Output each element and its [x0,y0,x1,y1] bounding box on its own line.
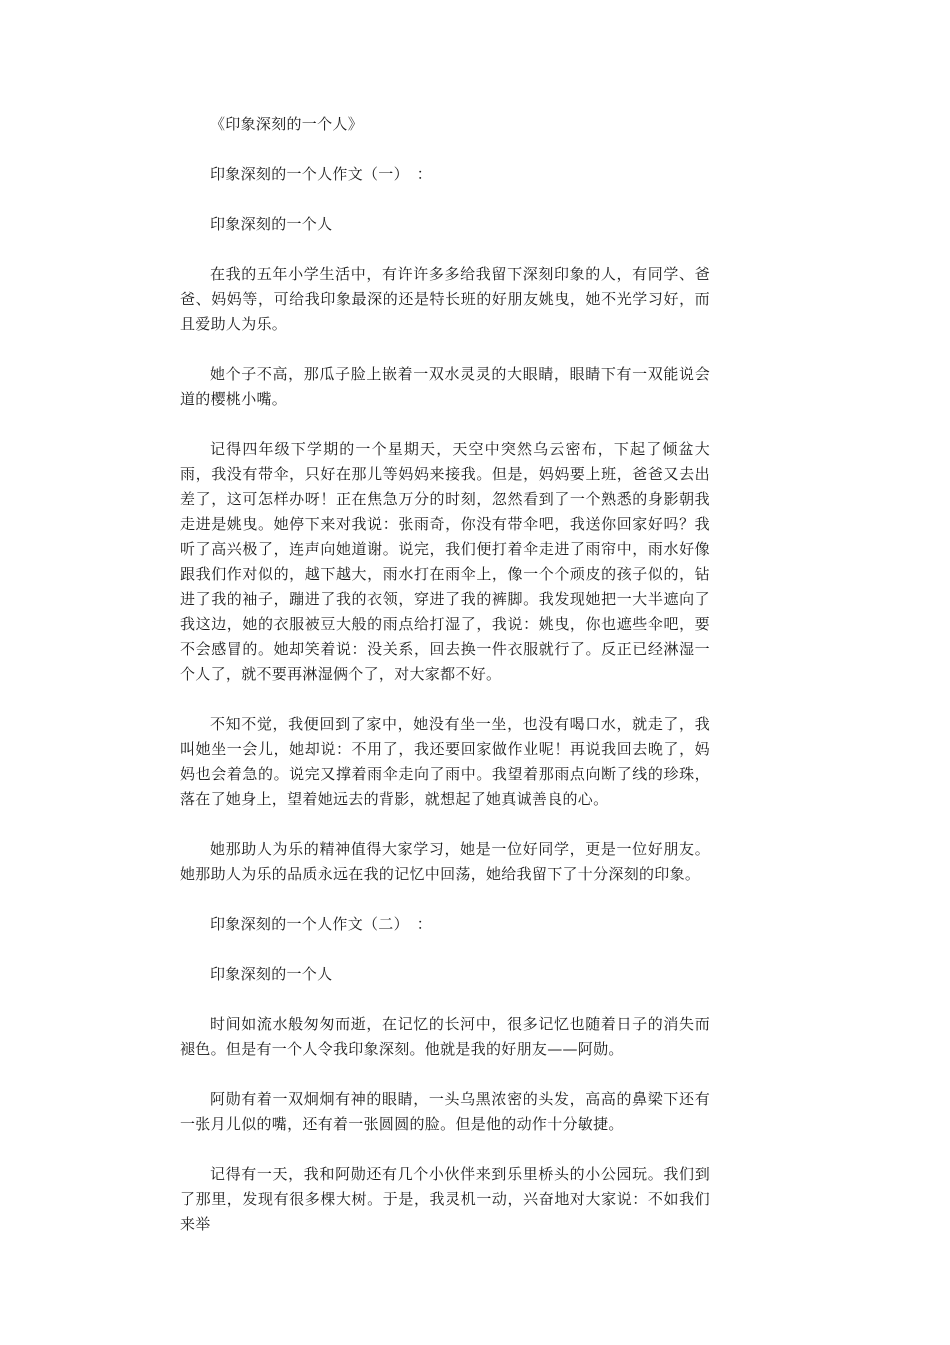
spacer [180,887,710,912]
section2-heading: 印象深刻的一个人作文（二） ： [210,915,433,933]
section2-paragraph: 时间如流水般匆匆而逝，在记忆的长河中，很多记忆也随着日子的消失而褪色。但是有一个人令我印象深刻。他就是我的好朋友——阿勋。 [180,1015,710,1058]
section1-subtitle: 印象深刻的一个人 [210,215,333,233]
spacer [180,237,710,262]
section1-paragraph: 记得四年级下学期的一个星期天，天空中突然乌云密布，下起了倾盆大雨，我没有带伞，只好在那儿等妈妈来接我。但是，妈妈要上班，爸爸又去出差了，这可怎样办呀！正在焦急万分的时刻，忽然看到了一个熟悉的身影朝我走进是姚曳。她停下来对我说：张雨奇，你没有带伞吧，我送你回家好吗？我听了高兴极了，连声向她道谢。说完，我们便打着伞走进了雨帘中，雨水好像跟我们作对似的，越下越大，雨水打在雨伞上，像一个个顽皮的孩子似的，钻进了我的袖子，蹦进了我的衣领，穿进了我的裤脚。我发现她把一大半遮向了我这边，她的衣服被豆大般的雨点给打湿了，我说：姚曳，你也遮些伞吧，要不会感冒的。她却笑着说：没关系，回去换一件衣服就行了。反正已经淋湿一个人了，就不要再淋湿俩个了，对大家都不好。 [180,440,710,683]
spacer [180,687,710,712]
spacer [180,1137,710,1162]
section1-paragraph: 她那助人为乐的精神值得大家学习，她是一位好同学，更是一位好朋友。她那助人为乐的品质永远在我的记忆中回荡，她给我留下了十分深刻的印象。 [180,840,710,883]
document-title: 《印象深刻的一个人》 [210,115,364,133]
section2-paragraph: 记得有一天，我和阿勋还有几个小伙伴来到乐里桥头的小公园玩。我们到了那里，发现有很多棵大树。于是，我灵机一动，兴奋地对大家说：不如我们来举 [180,1165,710,1233]
section1-paragraph: 她个子不高，那瓜子脸上嵌着一双水灵灵的大眼睛，眼睛下有一双能说会道的樱桃小嘴。 [180,365,710,408]
section2-paragraph: 阿勋有着一双炯炯有神的眼睛，一头乌黑浓密的头发，高高的鼻梁下还有一张月儿似的嘴，还有着一张圆圆的脸。但是他的动作十分敏捷。 [180,1090,710,1133]
spacer [180,812,710,837]
section2-subtitle: 印象深刻的一个人 [210,965,333,983]
spacer [180,987,710,1012]
spacer [180,412,710,437]
spacer [180,187,710,212]
spacer [180,1062,710,1087]
document-page [180,112,710,1237]
spacer [180,337,710,362]
section1-paragraph: 不知不觉，我便回到了家中，她没有坐一坐，也没有喝口水，就走了，我叫她坐一会儿，她却说：不用了，我还要回家做作业呢！再说我回去晚了，妈妈也会着急的。说完又撑着雨伞走向了雨中。我望着那雨点向断了线的珍珠，落在了她身上，望着她远去的背影，就想起了她真诚善良的心。 [180,715,710,808]
section1-heading: 印象深刻的一个人作文（一） ： [210,165,433,183]
section1-paragraph: 在我的五年小学生活中，有许许多多给我留下深刻印象的人，有同学、爸爸、妈妈等，可给我印象最深的还是特长班的好朋友姚曳，她不光学习好，而且爱助人为乐。 [180,265,710,333]
spacer [180,937,710,962]
spacer [180,137,710,162]
